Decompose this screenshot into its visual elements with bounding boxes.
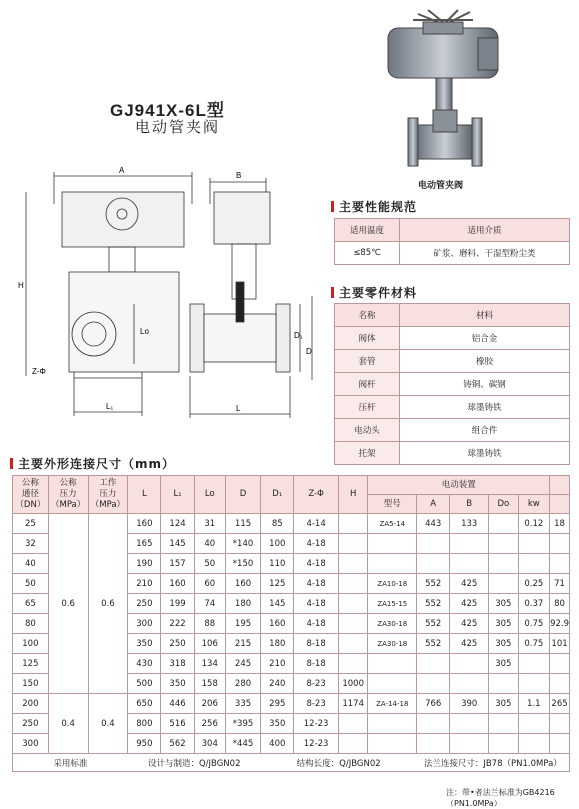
table-cell xyxy=(518,734,550,754)
cell-dn: 300 xyxy=(13,734,49,754)
header-D1: D₁ xyxy=(261,476,294,514)
table-cell xyxy=(550,674,570,694)
table-cell: *150 xyxy=(225,554,260,574)
table-cell: 4-14 xyxy=(294,514,338,534)
table-row xyxy=(13,514,570,534)
header-L1: L₁ xyxy=(161,476,194,514)
table-cell: 160 xyxy=(225,574,260,594)
cell-dn: 25 xyxy=(13,514,49,534)
table-cell: ZA-14-18 xyxy=(368,694,417,714)
table-cell: 295 xyxy=(261,694,294,714)
material-part-name: 阀体 xyxy=(335,327,400,350)
table-cell: 766 xyxy=(417,694,450,714)
product-name-title: 电动管夹阀 xyxy=(135,118,221,136)
dimensions-table xyxy=(12,475,570,772)
table-cell: 280 xyxy=(225,674,260,694)
table-cell: 552 xyxy=(417,594,450,614)
table-cell: 157 xyxy=(161,554,194,574)
table-cell xyxy=(368,674,417,694)
table-cell: 250 xyxy=(161,634,194,654)
header-blank xyxy=(550,495,570,514)
table-cell: 304 xyxy=(194,734,225,754)
performance-table xyxy=(334,218,570,265)
table-cell xyxy=(338,654,368,674)
table-cell: 222 xyxy=(161,614,194,634)
header-A: A xyxy=(417,495,450,514)
table-cell xyxy=(450,714,489,734)
cell-dn: 200 xyxy=(13,694,49,714)
table-cell: 0.25 xyxy=(518,574,550,594)
header-Lo: Lo xyxy=(194,476,225,514)
product-model-title: GJ941X-6L型 xyxy=(110,101,225,120)
table-cell: 8-23 xyxy=(294,674,338,694)
table-cell xyxy=(417,734,450,754)
dim-label-H: H xyxy=(18,281,24,290)
header-L: L xyxy=(128,476,161,514)
table-cell: 390 xyxy=(450,694,489,714)
header-H: H xyxy=(338,476,368,514)
table-cell: 305 xyxy=(489,594,518,614)
table-cell: 115 xyxy=(225,514,260,534)
table-cell xyxy=(489,514,518,534)
table-cell xyxy=(450,734,489,754)
material-part-name: 套管 xyxy=(335,350,400,373)
table-cell: 158 xyxy=(194,674,225,694)
table-cell: 31 xyxy=(194,514,225,534)
table-cell: 101 xyxy=(550,634,570,654)
cell-wp: 0.6 xyxy=(88,514,128,694)
table-cell xyxy=(368,714,417,734)
cell-dn: 125 xyxy=(13,654,49,674)
table-cell: *445 xyxy=(225,734,260,754)
table-cell xyxy=(489,714,518,734)
table-cell: 256 xyxy=(194,714,225,734)
table-cell: 350 xyxy=(128,634,161,654)
table-cell xyxy=(518,554,550,574)
dim-label-B: B xyxy=(236,171,242,180)
table-cell xyxy=(338,614,368,634)
table-cell: 305 xyxy=(489,694,518,714)
table-cell: 8-18 xyxy=(294,634,338,654)
table-cell: 74 xyxy=(194,594,225,614)
table-cell: 245 xyxy=(225,654,260,674)
table-cell: ZA10-18 xyxy=(368,574,417,594)
table-cell: 206 xyxy=(194,694,225,714)
dim-label-A: A xyxy=(119,166,125,175)
table-cell: 71 xyxy=(550,574,570,594)
cell-pn: 0.6 xyxy=(48,514,88,694)
table-cell: 4-18 xyxy=(294,534,338,554)
standards-length: 结构长度：Q/JBGN02 xyxy=(261,754,417,772)
table-cell xyxy=(338,534,368,554)
table-cell: 12-23 xyxy=(294,714,338,734)
cell-dn: 32 xyxy=(13,534,49,554)
table-cell: 210 xyxy=(128,574,161,594)
table-cell: 305 xyxy=(489,654,518,674)
header-model: 型号 xyxy=(368,495,417,514)
table-cell xyxy=(417,554,450,574)
table-cell xyxy=(550,654,570,674)
table-cell: ZA30-18 xyxy=(368,614,417,634)
table-cell: 125 xyxy=(261,574,294,594)
table-cell: 110 xyxy=(261,554,294,574)
table-cell: 4-18 xyxy=(294,554,338,574)
performance-section-title: 主要性能规范 xyxy=(331,198,417,215)
table-cell: 335 xyxy=(225,694,260,714)
table-cell: 552 xyxy=(417,614,450,634)
table-cell: 250 xyxy=(128,594,161,614)
materials-header-material: 材料 xyxy=(400,304,570,327)
table-cell: 88 xyxy=(194,614,225,634)
table-cell: 425 xyxy=(450,594,489,614)
standards-label: 采用标准 xyxy=(13,754,128,772)
header-kw: kw xyxy=(518,495,550,514)
performance-medium-value: 矿浆、磨料、干湿型粉尘类 xyxy=(400,242,570,265)
table-cell: 446 xyxy=(161,694,194,714)
table-cell xyxy=(518,674,550,694)
table-cell: ZA5-14 xyxy=(368,514,417,534)
table-cell: 106 xyxy=(194,634,225,654)
material-value: 橡胶 xyxy=(400,350,570,373)
table-cell xyxy=(489,534,518,554)
materials-section-title: 主要零件材料 xyxy=(331,284,417,301)
cell-dn: 250 xyxy=(13,714,49,734)
table-row xyxy=(13,694,570,714)
table-cell xyxy=(338,734,368,754)
table-cell: 190 xyxy=(128,554,161,574)
table-cell: 4-18 xyxy=(294,614,338,634)
table-cell: 160 xyxy=(128,514,161,534)
table-cell: 562 xyxy=(161,734,194,754)
table-cell xyxy=(368,534,417,554)
table-cell: 160 xyxy=(261,614,294,634)
cell-dn: 50 xyxy=(13,574,49,594)
material-value: 组合件 xyxy=(400,419,570,442)
table-cell xyxy=(489,674,518,694)
table-cell: 50 xyxy=(194,554,225,574)
table-cell xyxy=(338,714,368,734)
header-D: D xyxy=(225,476,260,514)
header-electric: 电动装置 xyxy=(368,476,550,495)
table-cell: 516 xyxy=(161,714,194,734)
table-cell xyxy=(450,674,489,694)
table-cell: 4-18 xyxy=(294,594,338,614)
table-cell xyxy=(550,534,570,554)
table-cell: 0.75 xyxy=(518,614,550,634)
header-Zphi: Z-Φ xyxy=(294,476,338,514)
cell-dn: 80 xyxy=(13,614,49,634)
table-cell xyxy=(518,714,550,734)
table-cell: 215 xyxy=(225,634,260,654)
table-cell: 552 xyxy=(417,634,450,654)
cell-dn: 65 xyxy=(13,594,49,614)
dim-label-L1: L₁ xyxy=(106,402,114,411)
dim-label-Lo: Lo xyxy=(140,327,149,336)
table-cell: 180 xyxy=(261,634,294,654)
table-cell: 430 xyxy=(128,654,161,674)
header-Do: Do xyxy=(489,495,518,514)
table-cell: 350 xyxy=(161,674,194,694)
table-cell xyxy=(417,534,450,554)
table-cell: 8-23 xyxy=(294,694,338,714)
table-cell: 12-23 xyxy=(294,734,338,754)
table-cell: 124 xyxy=(161,514,194,534)
table-cell: 240 xyxy=(261,674,294,694)
valve-technical-drawing xyxy=(14,164,324,434)
standards-flange: 法兰连接尺寸：JB78（PN1.0MPa） xyxy=(417,754,570,772)
table-cell xyxy=(338,634,368,654)
material-value: 球墨铸铁 xyxy=(400,442,570,465)
table-cell xyxy=(417,674,450,694)
table-cell: 350 xyxy=(261,714,294,734)
photo-caption: 电动管夹阀 xyxy=(418,181,464,191)
cell-dn: 150 xyxy=(13,674,49,694)
table-cell xyxy=(550,714,570,734)
table-cell: 100 xyxy=(261,534,294,554)
table-cell: 40 xyxy=(194,534,225,554)
table-cell: 552 xyxy=(417,574,450,594)
dim-label-D: D xyxy=(306,347,312,356)
performance-header-medium: 适用介质 xyxy=(400,219,570,242)
material-value: 球墨铸铁 xyxy=(400,396,570,419)
table-cell: 425 xyxy=(450,574,489,594)
table-cell xyxy=(450,654,489,674)
performance-header-temp: 适用温度 xyxy=(335,219,400,242)
header-wp: 工作 压力 （MPa） xyxy=(88,476,128,514)
table-cell: *395 xyxy=(225,714,260,734)
table-cell: 80 xyxy=(550,594,570,614)
dimensions-section-title: 主要外形连接尺寸（mm） xyxy=(10,455,175,472)
materials-table xyxy=(334,303,570,465)
table-cell: ZA30-18 xyxy=(368,634,417,654)
table-cell: 400 xyxy=(261,734,294,754)
table-cell: 92.9 xyxy=(550,614,570,634)
table-cell: 1000 xyxy=(338,674,368,694)
dim-label-Zphi: Z-Φ xyxy=(32,367,46,376)
dim-label-D1: D₁ xyxy=(294,331,303,340)
table-cell: 950 xyxy=(128,734,161,754)
table-cell: 180 xyxy=(225,594,260,614)
material-part-name: 阀杆 xyxy=(335,373,400,396)
material-value: 铸铜、碳钢 xyxy=(400,373,570,396)
table-cell: 145 xyxy=(261,594,294,614)
table-cell: 133 xyxy=(450,514,489,534)
table-cell xyxy=(338,514,368,534)
footnote: 注：带•者法兰标准为GB4216（PN1.0MPa） xyxy=(446,788,555,808)
table-cell: 500 xyxy=(128,674,161,694)
materials-header-name: 名称 xyxy=(335,304,400,327)
table-cell: 60 xyxy=(194,574,225,594)
material-part-name: 压杆 xyxy=(335,396,400,419)
cell-pn: 0.4 xyxy=(48,694,88,754)
table-cell xyxy=(450,554,489,574)
table-cell: 300 xyxy=(128,614,161,634)
table-cell: 1.1 xyxy=(518,694,550,714)
material-part-name: 电动头 xyxy=(335,419,400,442)
table-cell: 0.37 xyxy=(518,594,550,614)
header-dn: 公称 通径 （DN） xyxy=(13,476,49,514)
table-cell: 425 xyxy=(450,614,489,634)
table-cell: 210 xyxy=(261,654,294,674)
table-cell: 305 xyxy=(489,614,518,634)
header-pn: 公称 压力 （MPa） xyxy=(48,476,88,514)
table-cell: 145 xyxy=(161,534,194,554)
table-cell: 265 xyxy=(550,694,570,714)
table-cell xyxy=(489,574,518,594)
table-cell xyxy=(518,654,550,674)
performance-temp-value: ≤85℃ xyxy=(335,242,400,265)
table-cell: 195 xyxy=(225,614,260,634)
table-cell: *140 xyxy=(225,534,260,554)
dim-label-L: L xyxy=(236,404,241,413)
table-cell: 305 xyxy=(489,634,518,654)
table-cell: 800 xyxy=(128,714,161,734)
table-cell xyxy=(489,734,518,754)
material-part-name: 托架 xyxy=(335,442,400,465)
table-cell: 0.75 xyxy=(518,634,550,654)
table-cell: 4-18 xyxy=(294,574,338,594)
table-cell xyxy=(417,714,450,734)
table-cell xyxy=(338,574,368,594)
table-cell xyxy=(489,554,518,574)
table-cell xyxy=(417,654,450,674)
table-cell xyxy=(368,654,417,674)
cell-dn: 100 xyxy=(13,634,49,654)
table-cell: 18 xyxy=(550,514,570,534)
table-cell xyxy=(338,554,368,574)
header-blank xyxy=(550,476,570,495)
table-cell: 85 xyxy=(261,514,294,534)
table-cell xyxy=(368,554,417,574)
table-cell: 160 xyxy=(161,574,194,594)
table-cell: 134 xyxy=(194,654,225,674)
table-cell: 165 xyxy=(128,534,161,554)
table-cell: 425 xyxy=(450,634,489,654)
table-cell: 1174 xyxy=(338,694,368,714)
table-cell xyxy=(518,534,550,554)
table-cell: ZA15-15 xyxy=(368,594,417,614)
standards-design: 设计与制造：Q/JBGN02 xyxy=(128,754,261,772)
product-photo xyxy=(378,0,513,172)
table-cell xyxy=(550,554,570,574)
table-cell xyxy=(450,534,489,554)
table-cell xyxy=(550,734,570,754)
table-cell: 199 xyxy=(161,594,194,614)
table-cell: 443 xyxy=(417,514,450,534)
cell-wp: 0.4 xyxy=(88,694,128,754)
table-cell: 8-18 xyxy=(294,654,338,674)
table-cell xyxy=(338,594,368,614)
cell-dn: 40 xyxy=(13,554,49,574)
table-cell: 650 xyxy=(128,694,161,714)
material-value: 铝合金 xyxy=(400,327,570,350)
table-cell: 0.12 xyxy=(518,514,550,534)
table-cell: 318 xyxy=(161,654,194,674)
header-B: B xyxy=(450,495,489,514)
table-cell xyxy=(368,734,417,754)
